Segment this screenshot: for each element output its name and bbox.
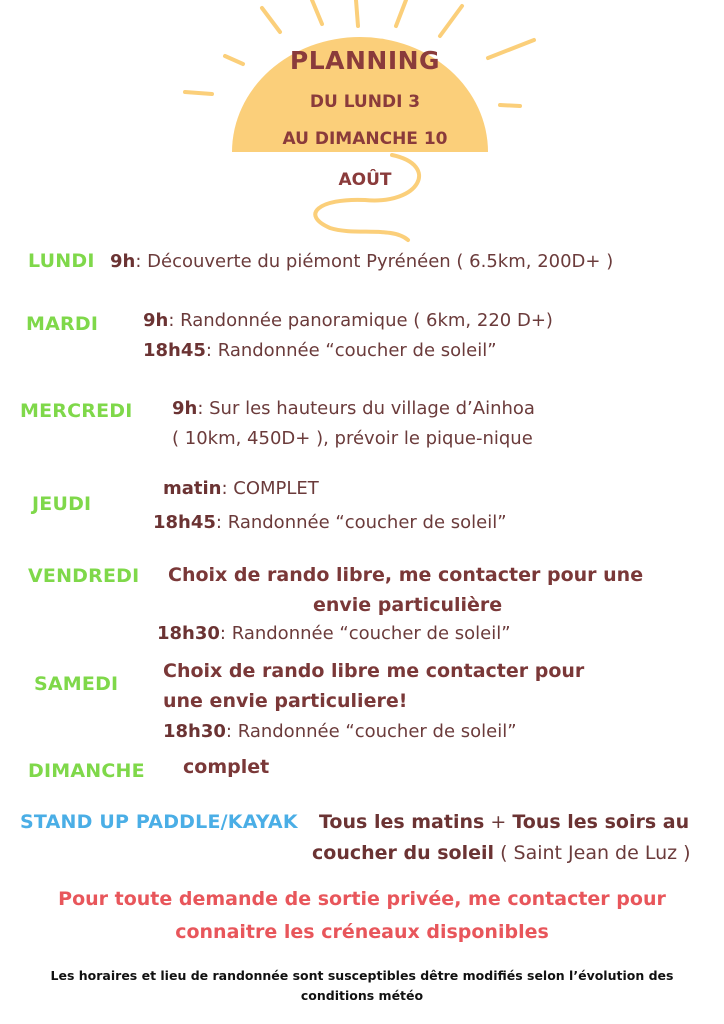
sun-swirl bbox=[315, 155, 419, 240]
date-range-end: AU DIMANCHE 10 bbox=[282, 129, 448, 149]
day-label-mardi: MARDI bbox=[26, 313, 99, 335]
mardi-desc-2: : Randonnée “coucher de soleil” bbox=[205, 340, 497, 361]
sun-ray bbox=[440, 6, 462, 36]
mardi-entry-2 bbox=[143, 340, 497, 361]
jeudi-time-1: matin bbox=[163, 478, 222, 499]
sup-sunset: coucher du soleil bbox=[312, 842, 495, 864]
sup-place: ( Saint Jean de Luz ) bbox=[494, 842, 691, 864]
vendredi-desc-2: : Randonnée “coucher de soleil” bbox=[219, 623, 511, 644]
day-label-dimanche: DIMANCHE bbox=[28, 760, 145, 782]
day-label-sup-kayak: STAND UP PADDLE/KAYAK bbox=[20, 811, 298, 833]
samedi-time-2: 18h30 bbox=[163, 721, 226, 742]
footer-line2: conditions météo bbox=[300, 988, 424, 1003]
lundi-time: 9h bbox=[110, 251, 136, 272]
sup-mornings: Tous les matins bbox=[319, 811, 485, 833]
day-label-lundi: LUNDI bbox=[28, 250, 95, 272]
page-title: PLANNING bbox=[289, 46, 441, 75]
jeudi-time-2: 18h45 bbox=[153, 512, 216, 533]
mercredi-time: 9h bbox=[172, 398, 198, 419]
sup-line1 bbox=[319, 811, 689, 833]
mardi-time-2: 18h45 bbox=[143, 340, 206, 361]
vendredi-time-2: 18h30 bbox=[157, 623, 220, 644]
sun-ray bbox=[312, 0, 322, 24]
private-outing-notice bbox=[20, 883, 704, 949]
sun-ray bbox=[396, 0, 406, 26]
notice-line2: connaitre les créneaux disponibles bbox=[175, 921, 549, 943]
sup-plus: + bbox=[484, 811, 513, 833]
day-label-samedi: SAMEDI bbox=[34, 673, 119, 695]
jeudi-entry-1 bbox=[163, 478, 319, 499]
mardi-time-1: 9h bbox=[143, 310, 169, 331]
mardi-entry-1 bbox=[143, 310, 553, 331]
vendredi-choice-line1: Choix de rando libre, me contacter pour une bbox=[168, 564, 644, 586]
mercredi-entry-1 bbox=[172, 398, 535, 419]
footer-disclaimer bbox=[20, 966, 704, 1006]
date-range-start: DU LUNDI 3 bbox=[309, 92, 421, 112]
samedi-entry-2 bbox=[163, 721, 517, 742]
sun-ray bbox=[262, 8, 280, 32]
lundi-desc: : Découverte du piémont Pyrénéen ( 6.5km, 200D+ ) bbox=[135, 251, 614, 272]
sun-ray bbox=[500, 105, 520, 106]
mercredi-desc: : Sur les hauteurs du village d’Ainhoa bbox=[197, 398, 535, 419]
vendredi-choice-line2: envie particulière bbox=[313, 594, 503, 616]
jeudi-desc-1: : COMPLET bbox=[221, 478, 319, 499]
sup-line2 bbox=[312, 842, 691, 864]
mercredi-entry-cont: ( 10km, 450D+ ), prévoir le pique-nique bbox=[172, 428, 533, 449]
mardi-desc-1: : Randonnée panoramique ( 6km, 220 D+) bbox=[168, 310, 553, 331]
jeudi-entry-2 bbox=[153, 512, 507, 533]
notice-line1: Pour toute demande de sortie privée, me contacter pour bbox=[58, 888, 666, 910]
sun-ray bbox=[356, 0, 358, 26]
day-label-vendredi: VENDREDI bbox=[28, 565, 140, 587]
samedi-choice-line1: Choix de rando libre me contacter pour bbox=[163, 660, 585, 682]
sun-ray bbox=[185, 92, 212, 94]
footer-line1: Les horaires et lieu de randonnée sont susceptibles dêtre modifiés selon l’évolution des bbox=[50, 968, 674, 983]
dimanche-status: complet bbox=[183, 756, 270, 778]
jeudi-desc-2: : Randonnée “coucher de soleil” bbox=[215, 512, 507, 533]
lundi-entry bbox=[110, 251, 613, 272]
sup-evenings: Tous les soirs au bbox=[512, 811, 690, 833]
vendredi-entry-2 bbox=[157, 623, 511, 644]
day-label-jeudi: JEUDI bbox=[32, 493, 92, 515]
samedi-desc-2: : Randonnée “coucher de soleil” bbox=[225, 721, 517, 742]
day-label-mercredi: MERCREDI bbox=[20, 400, 133, 422]
samedi-choice-line2: une envie particuliere! bbox=[163, 690, 408, 712]
month: AOÛT bbox=[338, 170, 392, 190]
